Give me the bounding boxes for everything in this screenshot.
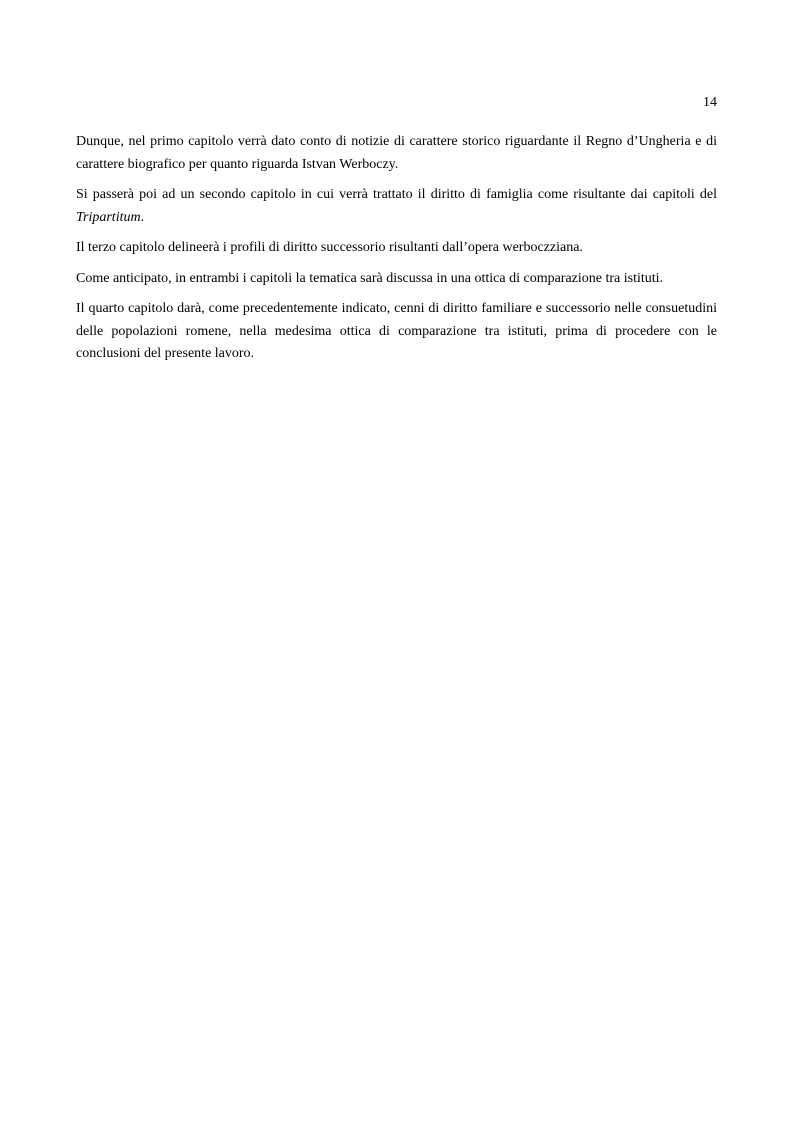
paragraph-1: Dunque, nel primo capitolo verrà dato conto di notizie di carattere storico riguardante il Regno d’Ungheria e di carattere biografico per quanto riguarda Istvan Werboczy. [76, 134, 717, 172]
paragraph-4: Come anticipato, in entrambi i capitoli la tematica sarà discussa in una ottica di comparazione tra istituti. [76, 270, 664, 286]
body-text [76, 131, 717, 374]
paragraph-2-italic-title: Tripartitum [76, 209, 141, 225]
paragraph-2-period: . [140, 209, 145, 225]
paragraph-5: Il quarto capitolo darà, come precedentemente indicato, cenni di diritto familiare e successorio nelle consuetudini delle popolazioni romene, nella medesima ottica di comparazione tra istituti, prima di procedere con le conclusioni del presente lavoro. [76, 301, 717, 361]
paragraph-2 [76, 184, 717, 229]
paragraph-2-text: Si passerà poi ad un secondo capitolo in cui verrà trattato il diritto di famiglia come risultante dai capitoli del [76, 187, 717, 202]
page-number: 14 [703, 95, 717, 110]
paragraph-3: Il terzo capitolo delineerà i profili di diritto successorio risultanti dall’opera werboczziana. [76, 240, 583, 255]
